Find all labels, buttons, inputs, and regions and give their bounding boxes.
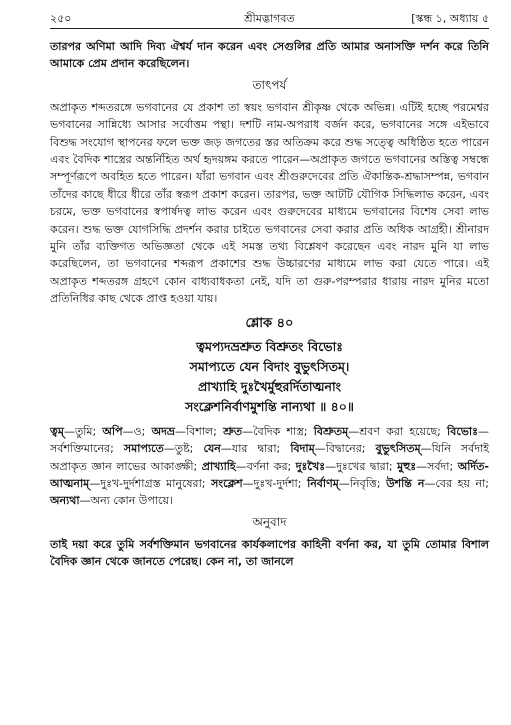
synonym-meaning: —শ্রবণ করা হয়েছে; xyxy=(348,424,448,438)
synonym-meaning: —দুঃখ-দুর্দশা; xyxy=(242,476,308,490)
synonym-meaning: —ও; xyxy=(122,424,152,438)
translation-heading: অনুবাদ xyxy=(252,514,287,529)
running-title: শ্রীমদ্ভাগবত xyxy=(244,12,295,25)
synonym-word: শ্রুত xyxy=(223,424,243,438)
verse-line: ত্বমপ্যদভ্রশ্রুত বিশ্রুতং বিভোঃ xyxy=(196,338,343,354)
synonym-meaning: —বিশাল; xyxy=(174,424,224,438)
synonym-meaning: —বিদ্বানের; xyxy=(314,442,376,456)
header-rule xyxy=(50,28,489,29)
synonym-meaning: —বৈদিক শাস্ত্র; xyxy=(242,424,314,438)
synonym-word: প্রাখ্যাহি xyxy=(201,459,236,473)
verse-line: সমাপ্যতে যেন বিদাং বুভুৎসিতম্। xyxy=(189,358,350,374)
synonym-meaning: —বের হয় না; xyxy=(424,476,489,490)
synonym-meaning: —বর্ণনা কর; xyxy=(235,459,296,473)
synonym-word: অপি xyxy=(102,424,123,438)
synonym-meaning: —অন্য কোন উপায়ে। xyxy=(79,494,173,508)
synonym-meaning: —দুঃখের দ্বারা; xyxy=(325,459,398,473)
synonym-word: সংক্লেশ xyxy=(211,476,243,490)
page-number: ২৫০ xyxy=(50,12,72,25)
purport-heading: তাৎপর্য xyxy=(252,77,287,92)
synonym-meaning: —সর্বশক্তিমানের; xyxy=(50,424,489,456)
verse-label: শ্লোক ৪০ xyxy=(245,315,294,331)
page-header xyxy=(50,8,489,26)
synonyms-block xyxy=(50,423,489,510)
synonym-word: অন্যথা xyxy=(50,494,80,508)
synonym-word: বিভোঃ xyxy=(447,424,478,438)
synonym-word: অদভ্র xyxy=(151,424,175,438)
synonym-word: উশন্তি ন xyxy=(386,476,425,490)
synonym-word: মুহুঃ xyxy=(397,459,417,473)
synonym-word: যেন xyxy=(203,442,221,456)
synonym-meaning: —যার দ্বারা; xyxy=(220,442,291,456)
synonym-meaning: —যিনি সর্বদাই অপ্রাকৃত জ্ঞান লাভের আকাঙ্ক্ষী; xyxy=(50,442,489,473)
synonym-word: ত্বম্ xyxy=(50,424,64,438)
synonym-meaning: —তুষ্ট; xyxy=(163,442,204,456)
chapter-reference: [স্কন্ধ ১, অধ্যায় ৫ xyxy=(411,12,489,25)
synonym-meaning: —নিবৃত্তি; xyxy=(338,476,387,490)
synonym-word: নির্বাণম্ xyxy=(307,476,339,490)
synonym-word: বুভুৎসিতম্ xyxy=(375,442,421,456)
purport-text: অপ্রাকৃত শব্দতরঙ্গে ভগবানের যে প্রকাশ তা স্বয়ং ভগবান শ্রীকৃষ্ণ থেকে অভিন্ন। এটিই হচ্ছে পরমেশ্বর ভগবানের সান্নিধ্যে আসার সর্বোত্তম পন্থা। দশটি নাম-অপরাধ বর্জন করে, ভগবানের সঙ্গে এইভাবে বিশুদ্ধ সংযোগ স্থাপনের ফলে ভক্ত জড় জগতের স্তর অতিক্রম করে শুদ্ধ সত্ত্বে অধিষ্ঠিত হতে পারেন এবং বৈদিক শাস্ত্রের অন্তর্নিহিত অর্থ হৃদয়ঙ্গম করতে পারেন—অপ্রাকৃত জগতে ভগবানের অস্তিত্ব সম্বন্ধে সম্পূর্ণরূপে অবহিত হতে পারেন। যাঁরা ভগবান এবং শ্রীগুরুদেবের প্রতি ঐকান্তিক-শ্রদ্ধাসম্পন্ন, ভগবান তাঁদের কাছে ধীরে ধীরে তাঁর স্বরূপ প্রকাশ করেন। তারপর, ভক্ত আটটি যৌগিক সিদ্ধিলাভ করেন, এবং চরমে, ভক্ত ভগবানের স্বপার্ষদত্ব লাভ করেন এবং গুরুদেবের মাধ্যমে ভগবানের বিশেষ সেবা লাভ করেন। শুদ্ধ ভক্ত যোগসিদ্ধি প্রদর্শন করার চাইতে ভগবানের সেবা করার প্রতি অধিক আগ্রহী। শ্রীনারদ মুনি তাঁর ব্যক্তিগত অভিজ্ঞতা থেকে এই সমস্ত তথ্য বিশ্লেষণ করেছেন এবং নারদ মুনি যা লাভ করেছিলেন, তা ভগবানের শব্দরূপ প্রকাশের শুদ্ধ উচ্চারণের মাধ্যমে লাভ করা যেতে পারে। এই অপ্রাকৃত শব্দতরঙ্গ গ্রহণে কোন বাধ্যবাধকতা নেই, যদি তা গুরু-পরম্পরার ধারায় নারদ মুনির মতো প্রতিনিধির কাছ থেকে প্রাপ্ত হওয়া যায়। xyxy=(50,100,489,306)
verse-line: সংক্লেশনির্বাণমুশন্তি নান্যথা ॥ ৪০॥ xyxy=(185,398,354,414)
synonym-word: দুঃখৈঃ xyxy=(295,459,326,473)
synonym-meaning: —তুমি; xyxy=(63,424,103,438)
intro-text: তারপর অণিমা আদি দিব্য ঐশ্বর্য দান করেন এবং সেগুলির প্রতি আমার অনাসক্তি দর্শন করে তিনি আমাকে প্রেম প্রদান করেছিলেন। xyxy=(50,40,489,71)
synonym-word: সমাপ্যতে xyxy=(123,442,164,456)
synonym-meaning: —দুঃখ-দুর্দশাগ্রস্ত মানুষেরা; xyxy=(89,476,212,490)
synonym-word: অর্দিত-আত্মনাম্ xyxy=(50,459,489,490)
translation-text: তাই দয়া করে তুমি সর্বশক্তিমান ভগবানের কার্যকলাপের কাহিনী বর্ণনা কর, যা তুমি তোমার বিশাল বৈদিক জ্ঞান থেকে জানতে পেরেছ। কেন না, তা জানলে xyxy=(50,537,489,569)
synonym-word: বিদাম্ xyxy=(290,442,315,456)
verse-line: প্রাখ্যাহি দুঃখৈর্মুহুরর্দিতাত্মনাং xyxy=(197,378,342,394)
synonym-meaning: —সর্বদা; xyxy=(416,459,458,473)
page-content xyxy=(50,38,489,571)
synonym-word: বিশ্রুতম্ xyxy=(313,424,349,438)
